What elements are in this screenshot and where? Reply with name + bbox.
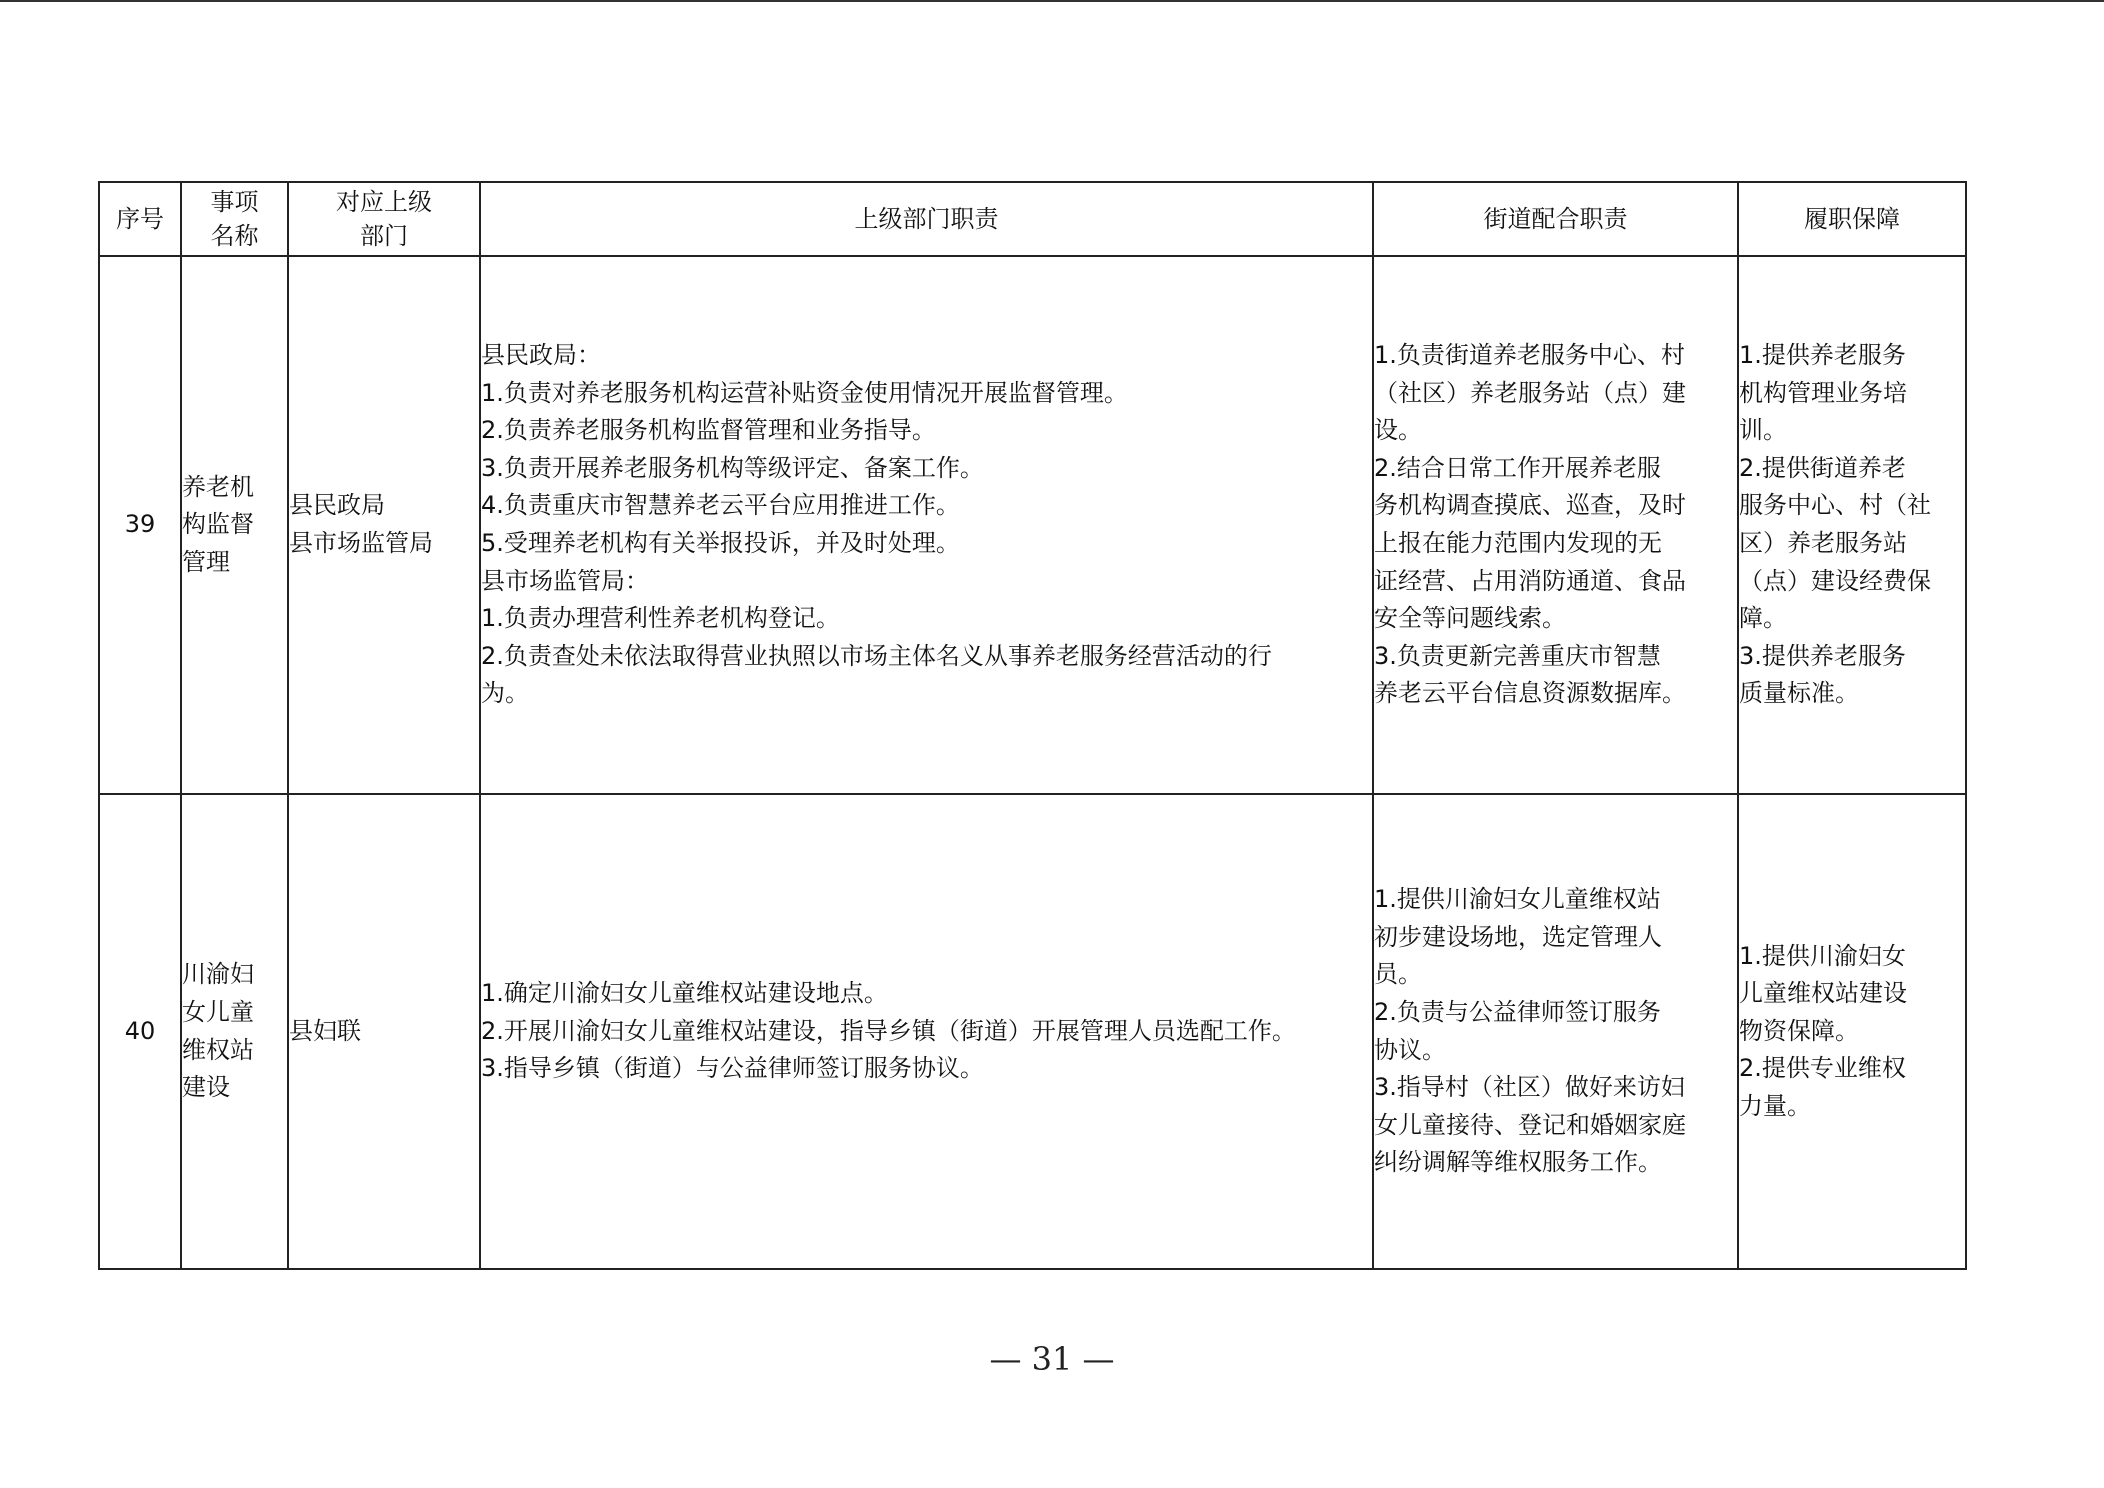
row-item-name-line: 维权站 [182,1035,254,1064]
row-upper-duty-line: 1.负责对养老服务机构运营补贴资金使用情况开展监督管理。 [481,378,1128,407]
row-street-duty-line: 员。 [1374,960,1422,989]
row-item-name-line: 构监督 [182,510,254,539]
row-guarantee-line: 障。 [1739,604,1787,633]
row-street-duty-line: 1.提供川渝妇女儿童维权站 [1374,885,1661,914]
top-border-line [0,0,2104,2]
row-guarantee-line: 训。 [1739,416,1787,445]
row-upper-duty-line: 2.开展川渝妇女儿童维权站建设，指导乡镇（街道）开展管理人员选配工作。 [481,1016,1296,1045]
row-street-duty-line: 3.指导村（社区）做好来访妇 [1374,1073,1685,1102]
row-street-duty-line: 1.负责街道养老服务中心、村 [1374,341,1685,370]
row-guarantee-line: 儿童维权站建设 [1739,979,1907,1008]
header-item-name [181,182,288,256]
row-dept-line: 县市场监管局 [289,529,433,557]
row-dept-line: 县民政局 [289,491,385,520]
row-item-name-line: 管理 [182,547,230,576]
header-item-name-line: 事项 [210,188,259,216]
row-item-name-line: 川渝妇 [182,960,254,989]
row-guarantee-line: 区）养老服务站 [1739,529,1907,557]
row-dept [288,256,480,794]
row-upper-duty-line: 3.指导乡镇（街道）与公益律师签订服务协议。 [481,1054,984,1083]
row-guarantee-line: 1.提供川渝妇女 [1739,941,1906,970]
row-street-duty-line: 设。 [1374,416,1422,445]
table-header-row [99,182,1966,256]
row-upper-duty-line: 5.受理养老机构有关举报投诉，并及时处理。 [481,529,960,557]
page-number: — 31 — [989,1340,1115,1378]
row-street-duty-line: 养老云平台信息资源数据库。 [1374,679,1686,708]
header-seq: 序号 [99,182,181,256]
row-upper-duty [480,794,1373,1269]
row-street-duty-line: 证经营、占用消防通道、食品 [1374,566,1686,595]
row-street-duty-line: 2.负责与公益律师签订服务 [1374,997,1661,1026]
row-guarantee-line: 机构管理业务培 [1739,378,1907,407]
row-upper-duty-line: 县市场监管局： [481,566,649,595]
row-street-duty-line: 2.结合日常工作开展养老服 [1374,453,1661,482]
row-street-duty-line: 初步建设场地，选定管理人 [1374,922,1662,951]
duty-table [98,181,1967,1270]
row-upper-duty-line: 1.确定川渝妇女儿童维权站建设地点。 [481,979,888,1008]
row-item-name-line: 建设 [182,1073,230,1102]
row-upper-duty-line: 4.负责重庆市智慧养老云平台应用推进工作。 [481,491,960,520]
row-upper-duty-line: 2.负责养老服务机构监督管理和业务指导。 [481,416,936,445]
header-guarantee: 履职保障 [1738,182,1966,256]
row-upper-duty-line: 2.负责查处未依法取得营业执照以市场主体名义从事养老服务经营活动的行 [481,641,1272,670]
header-upper-dept-line: 对应上级 [336,188,432,216]
header-item-name-line: 名称 [210,222,259,250]
row-upper-duty-line: 县民政局： [481,341,601,370]
table-row [99,256,1966,794]
row-guarantee-line: 2.提供街道养老 [1739,453,1906,482]
row-street-duty-line: 3.负责更新完善重庆市智慧 [1374,641,1661,670]
row-item-name [181,256,288,794]
row-item-name-line: 养老机 [182,472,254,501]
header-upper-duty: 上级部门职责 [480,182,1373,256]
row-guarantee-line: 物资保障。 [1739,1016,1859,1045]
row-seq: 40 [99,794,181,1269]
row-street-duty-line: 协议。 [1374,1035,1446,1064]
header-upper-dept [288,182,480,256]
row-street-duty [1373,256,1738,794]
row-guarantee-line: 1.提供养老服务 [1739,341,1906,370]
table-row [99,794,1966,1269]
row-seq: 39 [99,256,181,794]
row-guarantee-line: 3.提供养老服务 [1739,641,1906,670]
row-guarantee-line: 力量。 [1739,1091,1811,1120]
row-street-duty-line: 务机构调查摸底、巡查，及时 [1374,491,1686,520]
row-upper-duty-line: 为。 [481,679,529,708]
row-dept-line: 县妇联 [289,1016,361,1045]
row-upper-duty-line: 1.负责办理营利性养老机构登记。 [481,604,840,633]
row-street-duty-line: （社区）养老服务站（点）建 [1374,378,1686,407]
row-upper-duty-line: 3.负责开展养老服务机构等级评定、备案工作。 [481,453,984,482]
row-guarantee-line: 质量标准。 [1739,679,1859,708]
row-guarantee [1738,256,1966,794]
row-street-duty-line: 纠纷调解等维权服务工作。 [1374,1148,1662,1177]
row-guarantee-line: （点）建设经费保 [1739,566,1931,595]
row-upper-duty [480,256,1373,794]
row-street-duty-line: 上报在能力范围内发现的无 [1374,529,1662,557]
row-guarantee [1738,794,1966,1269]
header-street-duty: 街道配合职责 [1373,182,1738,256]
header-upper-dept-line: 部门 [360,222,408,250]
row-item-name-line: 女儿童 [182,997,254,1026]
row-street-duty-line: 安全等问题线索。 [1374,604,1566,633]
row-guarantee-line: 2.提供专业维权 [1739,1054,1906,1083]
row-guarantee-line: 服务中心、村（社 [1739,491,1931,520]
row-street-duty [1373,794,1738,1269]
row-street-duty-line: 女儿童接待、登记和婚姻家庭 [1374,1110,1686,1139]
row-item-name [181,794,288,1269]
row-dept [288,794,480,1269]
